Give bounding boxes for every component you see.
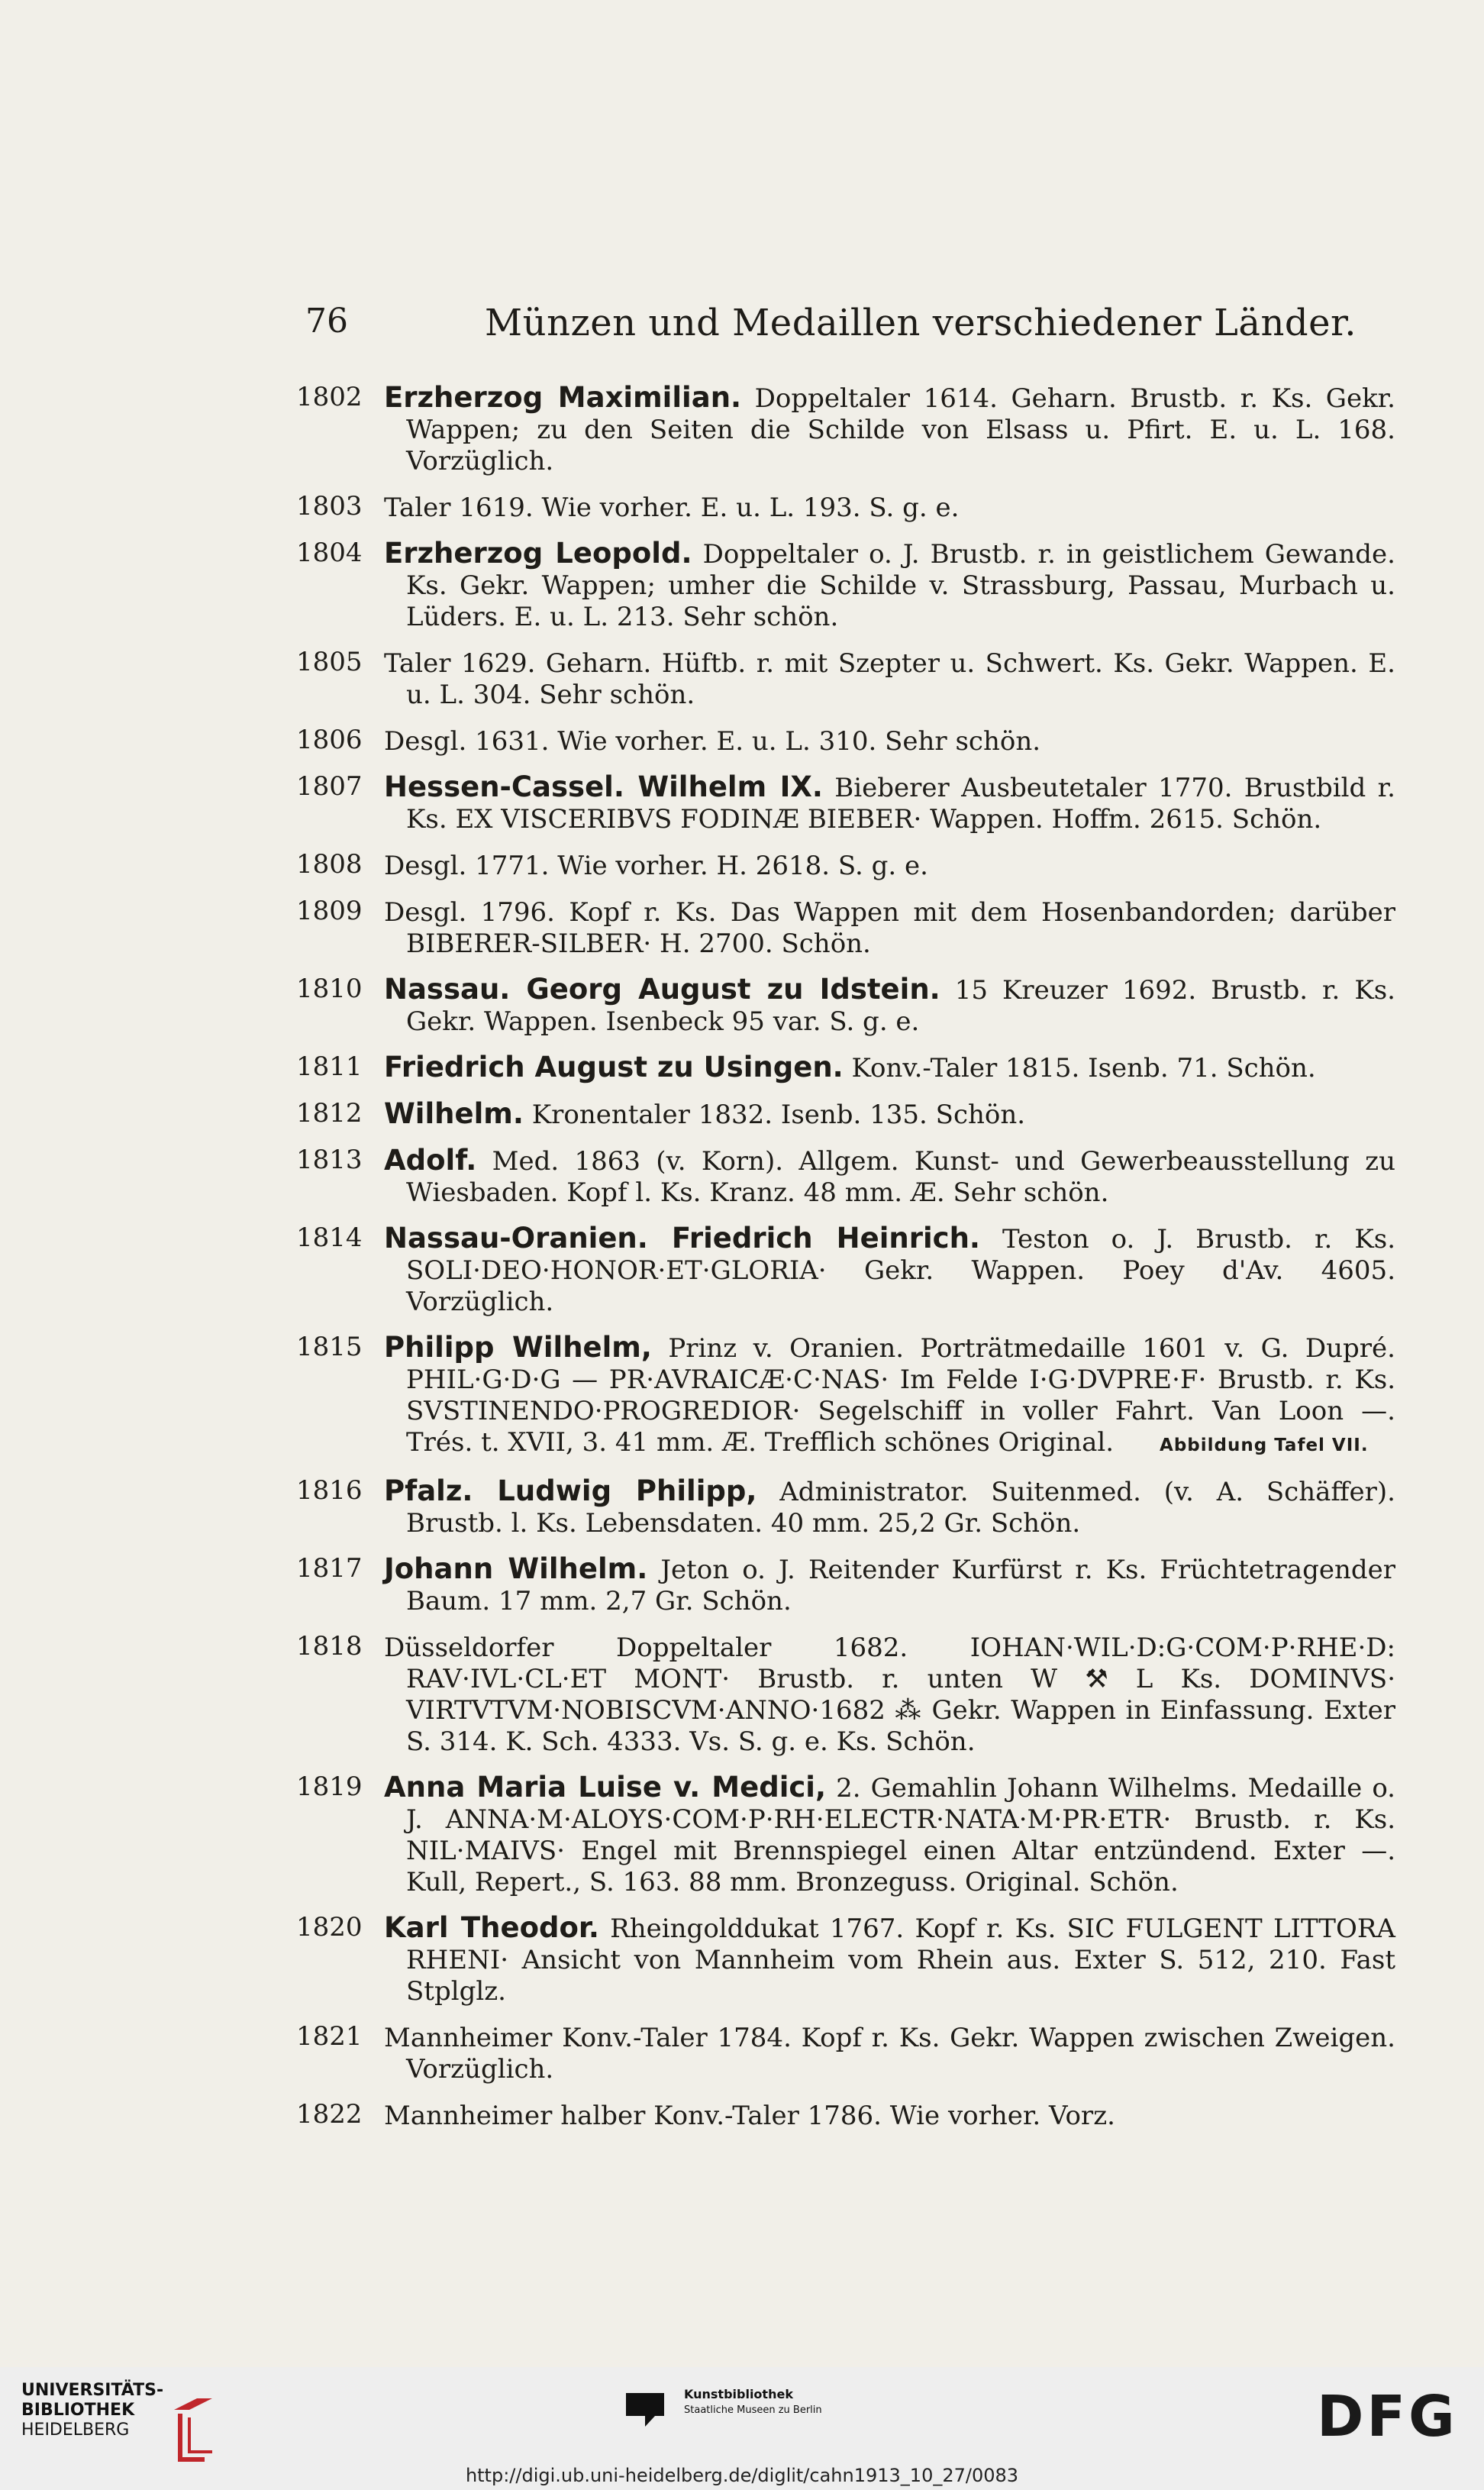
kunstbibliothek-name: Kunstbibliothek: [684, 2387, 793, 2401]
page-number: 76: [305, 302, 348, 341]
entry-text: [384, 1145, 1395, 1209]
entry-description: Rheingolddukat 1767. Kopf r. Ks. SIC FULGENT LITTORA RHENI· Ansicht von Mannheim vom Rhein aus. Exter S. 512, 210. Fast Stplglz.: [406, 1914, 1395, 2007]
entry-description: Administrator. Suitenmed. (v. A. Schäffer). Brustb. l. Ks. Lebensdaten. 40 mm. 25,2 Gr. Schön.: [406, 1477, 1395, 1539]
entry-description: Teston o. J. Brustb. r. Ks. SOLI·DEO·HONOR·ET·GLORIA· Gekr. Wappen. Poey d'Av. 4605. Vorzüglich.: [406, 1224, 1395, 1317]
entry-heading: Nassau-Oranien. Friedrich Heinrich.: [384, 1222, 980, 1255]
catalogue-entry: [296, 1771, 1395, 1898]
catalogue-entry: [296, 1222, 1395, 1318]
entry-heading: Nassau. Georg August zu Idstein.: [384, 973, 940, 1006]
entry-heading: Hessen-Cassel. Wilhelm IX.: [384, 770, 823, 803]
entry-text: [384, 1912, 1395, 2007]
catalogue-entry: [296, 725, 1395, 757]
entry-description: Bieberer Ausbeutetaler 1770. Brustbild r. Ks. EX VISCERIBVS FODINÆ BIEBER· Wappen. Hoffm. 2615. Schön.: [406, 773, 1395, 835]
entry-heading: Philipp Wilhelm,: [384, 1331, 652, 1364]
catalogue-entry: [296, 974, 1395, 1038]
entry-heading: Friedrich August zu Usingen.: [384, 1051, 844, 1084]
entry-text: [384, 491, 1395, 524]
entry-number: 1809: [296, 896, 363, 926]
entry-text: [384, 538, 1395, 633]
entry-heading: Anna Maria Luise v. Medici,: [384, 1771, 827, 1804]
entry-description: Desgl. 1631. Wie vorher. E. u. L. 310. Sehr schön.: [384, 726, 1041, 757]
entry-heading: Wilhelm.: [384, 1097, 524, 1130]
entry-text: [384, 1098, 1395, 1131]
entry-number: 1804: [296, 538, 363, 568]
entry-number: 1818: [296, 1631, 363, 1662]
catalogue-entry: [296, 849, 1395, 882]
kunstbibliothek-subtitle: Staatliche Museen zu Berlin: [684, 2404, 822, 2416]
catalogue-entry: [296, 538, 1395, 633]
entry-description: 2. Gemahlin Johann Wilhelms. Medaille o. J. ANNA·M·ALOYS·COM·P·RH·ELECTR·NATA·M·PR·ETR· Brustb. r. Ks. NIL·MAIVS· Engel mit Brennspiegel einen Altar entzündend. Exter —. Kull, Repert., S. 163. 88 mm. Bronzeguss. Original. Schön.: [406, 1773, 1395, 1897]
catalogue-entry: [296, 1098, 1395, 1131]
entry-text: [384, 1553, 1395, 1617]
catalogue-entry: [296, 1145, 1395, 1209]
entry-text: [384, 2099, 1395, 2132]
entry-description: 15 Kreuzer 1692. Brustb. r. Ks. Gekr. Wappen. Isenbeck 95 var. S. g. e.: [406, 975, 1395, 1037]
entry-number: 1814: [296, 1222, 363, 1253]
entry-text: [384, 647, 1395, 711]
catalogue-entry: [296, 771, 1395, 835]
source-url[interactable]: http://digi.ub.uni-heidelberg.de/diglit/cahn1913_10_27/0083: [465, 2465, 1019, 2486]
entry-number: 1811: [296, 1051, 363, 1082]
catalogue-entry: [296, 896, 1395, 960]
entry-plate-note: Abbildung Tafel VII.: [1160, 1436, 1369, 1455]
entry-number: 1821: [296, 2021, 363, 2052]
entry-text: [384, 382, 1395, 477]
entry-text: [384, 1051, 1395, 1084]
entry-description: Doppeltaler o. J. Brustb. r. in geistlichem Gewande. Ks. Gekr. Wappen; umher die Schilde v. Strassburg, Passau, Murbach u. Lüders. E. u. L. 213. Sehr schön.: [406, 539, 1395, 632]
entry-number: 1803: [296, 491, 363, 522]
entry-description: Desgl. 1796. Kopf r. Ks. Das Wappen mit dem Hosenbandorden; darüber BIBERER-SILBER· H. 2700. Schön.: [384, 897, 1395, 959]
entry-number: 1808: [296, 849, 363, 880]
catalogue-entry: [296, 647, 1395, 711]
entry-text: [384, 725, 1395, 757]
entry-number: 1805: [296, 647, 363, 677]
entry-number: 1812: [296, 1098, 363, 1129]
entry-description: Kronentaler 1832. Isenb. 135. Schön.: [523, 1100, 1026, 1130]
entry-text: [384, 1771, 1395, 1898]
entry-number: 1807: [296, 771, 363, 802]
entry-number: 1802: [296, 382, 363, 412]
entry-text: [384, 2021, 1395, 2085]
catalogue-entry: [296, 491, 1395, 524]
catalogue-entry: [296, 1475, 1395, 1539]
entry-number: 1822: [296, 2099, 363, 2130]
entry-number: 1816: [296, 1475, 363, 1506]
entry-text: [384, 849, 1395, 882]
entry-description: Mannheimer halber Konv.-Taler 1786. Wie vorher. Vorz.: [384, 2101, 1115, 2131]
entry-heading: Pfalz. Ludwig Philipp,: [384, 1474, 757, 1507]
catalogue-entry: [296, 1051, 1395, 1084]
ub-line-3: HEIDELBERG: [21, 2421, 130, 2440]
entry-text: [384, 1332, 1395, 1461]
entry-text: [384, 1631, 1395, 1758]
entry-heading: Erzherzog Leopold.: [384, 537, 692, 570]
catalogue-entry: [296, 1553, 1395, 1617]
kunstbibliothek-mark-icon: [626, 2387, 664, 2427]
catalogue-entries: [296, 382, 1395, 2146]
entry-description: Taler 1619. Wie vorher. E. u. L. 193. S. g. e.: [384, 493, 960, 523]
catalogue-entry: [296, 1912, 1395, 2007]
entry-number: 1820: [296, 1912, 363, 1943]
ub-emblem-icon: [166, 2395, 220, 2463]
entry-number: 1817: [296, 1553, 363, 1584]
entry-description: Jeton o. J. Reitender Kurfürst r. Ks. Früchtetragender Baum. 17 mm. 2,7 Gr. Schön.: [406, 1555, 1395, 1616]
entry-description: Düsseldorfer Doppeltaler 1682. IOHAN·WIL·D:G·COM·P·RHE·D: RAV·IVL·CL·ET MONT· Brustb. r. unten W ⚒ L Ks. DOMINVS· VIRTVTVM·NOBISCVM·ANNO·1682 ⁂ Gekr. Wappen in Einfassung. Exter S. 314. K. Sch. 4333. Vs. S. g. e. Ks. Schön.: [384, 1633, 1395, 1757]
entry-number: 1806: [296, 725, 363, 755]
entry-heading: Adolf.: [384, 1144, 477, 1177]
page-header: [305, 302, 1397, 355]
entry-text: [384, 974, 1395, 1038]
catalogue-entry: [296, 2021, 1395, 2085]
entry-text: [384, 771, 1395, 835]
entry-description: Taler 1629. Geharn. Hüftb. r. mit Szepter u. Schwert. Ks. Gekr. Wappen. E. u. L. 304. Sehr schön.: [384, 648, 1395, 710]
catalogue-entry: [296, 382, 1395, 477]
ub-line-2: BIBLIOTHEK: [21, 2401, 135, 2420]
entry-description: Desgl. 1771. Wie vorher. H. 2618. S. g. e.: [384, 851, 928, 881]
page-title: Münzen und Medaillen verschiedener Länder.: [485, 302, 1357, 344]
entry-heading: Johann Wilhelm.: [384, 1552, 648, 1585]
entry-description: Mannheimer Konv.-Taler 1784. Kopf r. Ks. Gekr. Wappen zwischen Zweigen. Vorzüglich.: [384, 2023, 1395, 2085]
catalogue-entry: [296, 2099, 1395, 2132]
footer: [0, 2367, 1484, 2490]
entry-text: [384, 1475, 1395, 1539]
entry-text: [384, 1222, 1395, 1318]
entry-description: Konv.-Taler 1815. Isenb. 71. Schön.: [843, 1053, 1316, 1084]
dfg-logo[interactable]: DFG: [1317, 2384, 1458, 2450]
university-library-logo[interactable]: [21, 2381, 220, 2465]
entry-number: 1813: [296, 1145, 363, 1175]
catalogue-entry: [296, 1631, 1395, 1758]
entry-heading: Erzherzog Maximilian.: [384, 381, 742, 414]
entry-heading: Karl Theodor.: [384, 1911, 599, 1944]
entry-number: 1810: [296, 974, 363, 1004]
entry-description: Med. 1863 (v. Korn). Allgem. Kunst- und Gewerbeausstellung zu Wiesbaden. Kopf l. Ks. Kranz. 48 mm. Æ. Sehr schön.: [406, 1146, 1395, 1208]
entry-number: 1819: [296, 1771, 363, 1802]
catalogue-entry: [296, 1332, 1395, 1461]
entry-description: Doppeltaler 1614. Geharn. Brustb. r. Ks. Gekr. Wappen; zu den Seiten die Schilde von Elsass u. Pfirt. E. u. L. 168. Vorzüglich.: [406, 383, 1395, 476]
ub-line-1: UNIVERSITÄTS-: [21, 2381, 164, 2400]
entry-number: 1815: [296, 1332, 363, 1362]
entry-text: [384, 896, 1395, 960]
entry-description: Prinz v. Oranien. Porträtmedaille 1601 v. G. Dupré. PHIL·G·D·G — PR·AVRAICÆ·C·NAS· Im Felde I·G·DVPRE·F· Brustb. r. Ks. SVSTINENDO·PROGREDIOR· Segelschiff in voller Fahrt. Van Loon —. Trés. t. XVII, 3. 41 mm. Æ. Trefflich schönes Original.: [406, 1333, 1395, 1458]
